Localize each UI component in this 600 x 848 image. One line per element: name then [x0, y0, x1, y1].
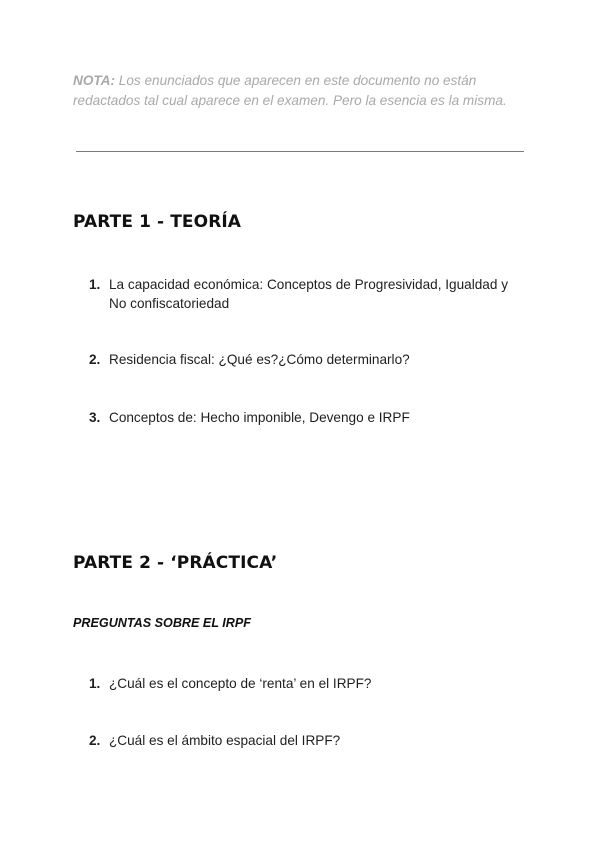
question-number: 1.: [89, 676, 101, 691]
question-number: 2.: [89, 733, 101, 748]
note-label: NOTA:: [73, 73, 116, 88]
question-text: Residencia fiscal: ¿Qué es?¿Cómo determinarlo?: [109, 352, 410, 367]
disclaimer-note: [73, 71, 543, 111]
part1-heading: PARTE 1 - TEORÍA: [73, 212, 242, 232]
part2-heading: PARTE 2 - ‘PRÁCTICA’: [73, 553, 278, 573]
note-text: Los enunciados que aparecen en este documento no están redactados tal cual aparece en el examen. Pero la esencia es la misma.: [73, 73, 507, 108]
question-text: ¿Cuál es el concepto de ‘renta’ en el IRPF?: [109, 676, 372, 691]
question-item: [89, 350, 529, 369]
irpf-questions-subheading: PREGUNTAS SOBRE EL IRPF: [73, 616, 251, 630]
question-item: [89, 408, 529, 427]
horizontal-divider: [76, 151, 524, 152]
question-item: [89, 731, 529, 750]
question-text: ¿Cuál es el ámbito espacial del IRPF?: [109, 733, 341, 748]
question-text: La capacidad económica: Conceptos de Progresividad, Igualdad y No confiscatoriedad: [109, 277, 509, 311]
question-number: 1.: [89, 277, 101, 292]
question-item: [89, 674, 529, 693]
question-item: [89, 275, 529, 313]
question-text: Conceptos de: Hecho imponible, Devengo e IRPF: [109, 410, 410, 425]
question-number: 3.: [89, 410, 101, 425]
question-number: 2.: [89, 352, 101, 367]
